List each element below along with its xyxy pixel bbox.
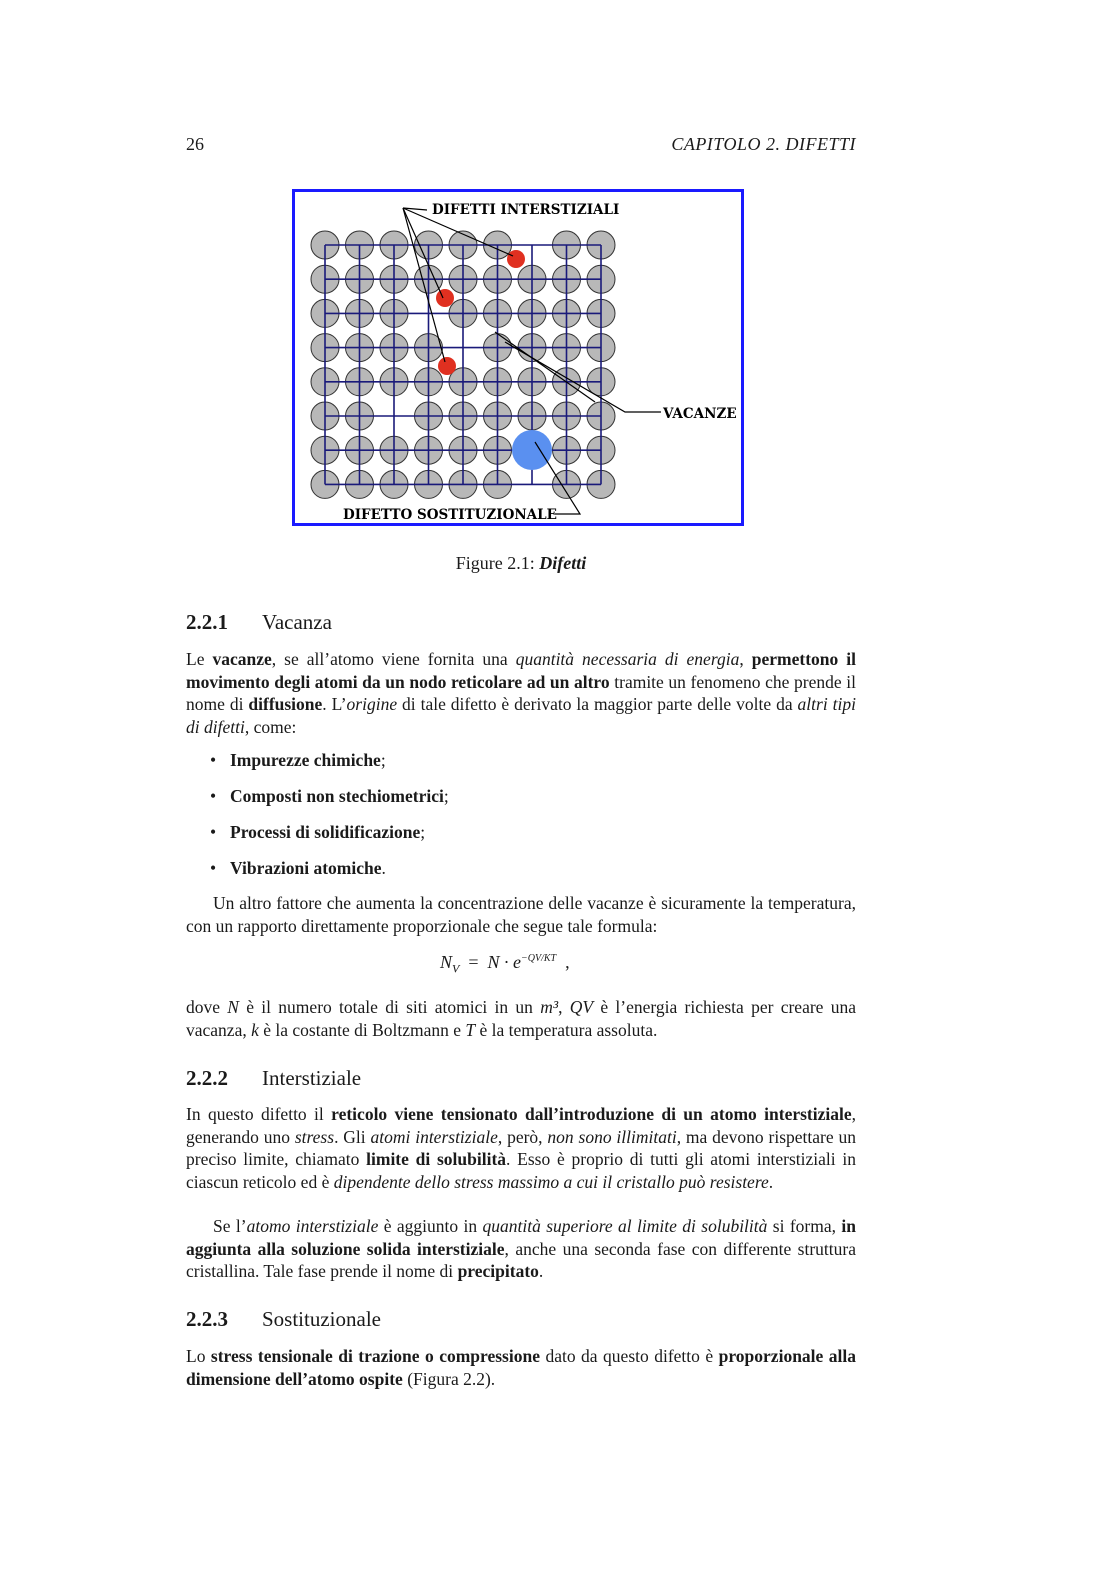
- paragraph: Lo stress tensionale di trazione o compressione dato da questo difetto è proporzionale alla dimensione dell’atomo ospite (Figura 2.2).: [186, 1346, 856, 1389]
- bullet-list: [210, 749, 850, 893]
- section-number: 2.2.2: [186, 1066, 228, 1090]
- paragraph: Un altro fattore che aumenta la concentrazione delle vacanze è sicuramente la temperatura, con un rapporto direttamente proporzionale che segue tale formula:: [186, 893, 856, 936]
- chapter-title: CAPITOLO 2. DIFETTI: [671, 134, 856, 154]
- paragraph: Se l’atomo interstiziale è aggiunto in quantità superiore al limite di solubilità si forma, in aggiunta alla soluzione solida interstiziale, anche una seconda fase con differente struttura cristallina. Tale fase prende il nome di precipitato.: [186, 1216, 856, 1281]
- substitutional-atom: [512, 430, 552, 470]
- list-item: • Composti non stechiometrici;: [210, 786, 449, 806]
- label-vacancies: VACANZE: [663, 406, 737, 422]
- section-title: Interstiziale: [262, 1066, 362, 1090]
- defects-figure: [292, 189, 744, 526]
- label-interstitial: DIFETTI INTERSTIZIALI: [432, 202, 620, 218]
- section-number: 2.2.3: [186, 1307, 228, 1331]
- paragraph: dove N è il numero totale di siti atomici in un m³, QV è l’energia richiesta per creare una vacanza, k è la costante di Boltzmann e T è la temperatura assoluta.: [186, 997, 856, 1040]
- interstitial-atom: [436, 289, 454, 307]
- section-title: Sostituzionale: [262, 1307, 381, 1331]
- lattice-diagram: [295, 192, 741, 523]
- section-heading: [186, 1066, 856, 1091]
- caption-title: Difetti: [539, 553, 587, 573]
- label-substitutional: DIFETTO SOSTITUZIONALE: [343, 507, 557, 523]
- list-item: • Vibrazioni atomiche.: [210, 858, 386, 878]
- paragraph: In questo difetto il reticolo viene tensionato dall’introduzione di un atomo interstiziale, generando uno stress. Gli atomi interstiziale, però, non sono illimitati, ma devono rispettare un preciso limite, chiamato limite di solubilità. Esso è proprio di tutti gli atomi interstiziali in ciascun reticolo ed è dipendente dello stress massimo a cui il cristallo può resistere.: [186, 1104, 856, 1192]
- paragraph: Le vacanze, se all’atomo viene fornita una quantità necessaria di energia, permettono il movimento degli atomi da un nodo reticolare ad un altro tramite un fenomeno che prende il nome di diffusione. L’origine di tale difetto è derivato la maggior parte delle volte da altri tipi di difetti, come:: [186, 649, 856, 737]
- section-number: 2.2.1: [186, 610, 228, 634]
- interstitial-atom: [438, 357, 456, 375]
- section-heading: [186, 610, 856, 635]
- section-title: Vacanza: [262, 610, 332, 634]
- figure-caption: [186, 553, 856, 574]
- vacancy-formula: $N_V = N \cdot e^{-QV/KT}$ ,: [440, 952, 570, 976]
- list-item: • Impurezze chimiche;: [210, 750, 386, 770]
- caption-prefix: Figure 2.1:: [455, 553, 535, 573]
- page-number: 26: [186, 134, 204, 154]
- interstitial-atom: [507, 250, 525, 268]
- section-heading: [186, 1307, 856, 1332]
- list-item: • Processi di solidificazione;: [210, 822, 426, 842]
